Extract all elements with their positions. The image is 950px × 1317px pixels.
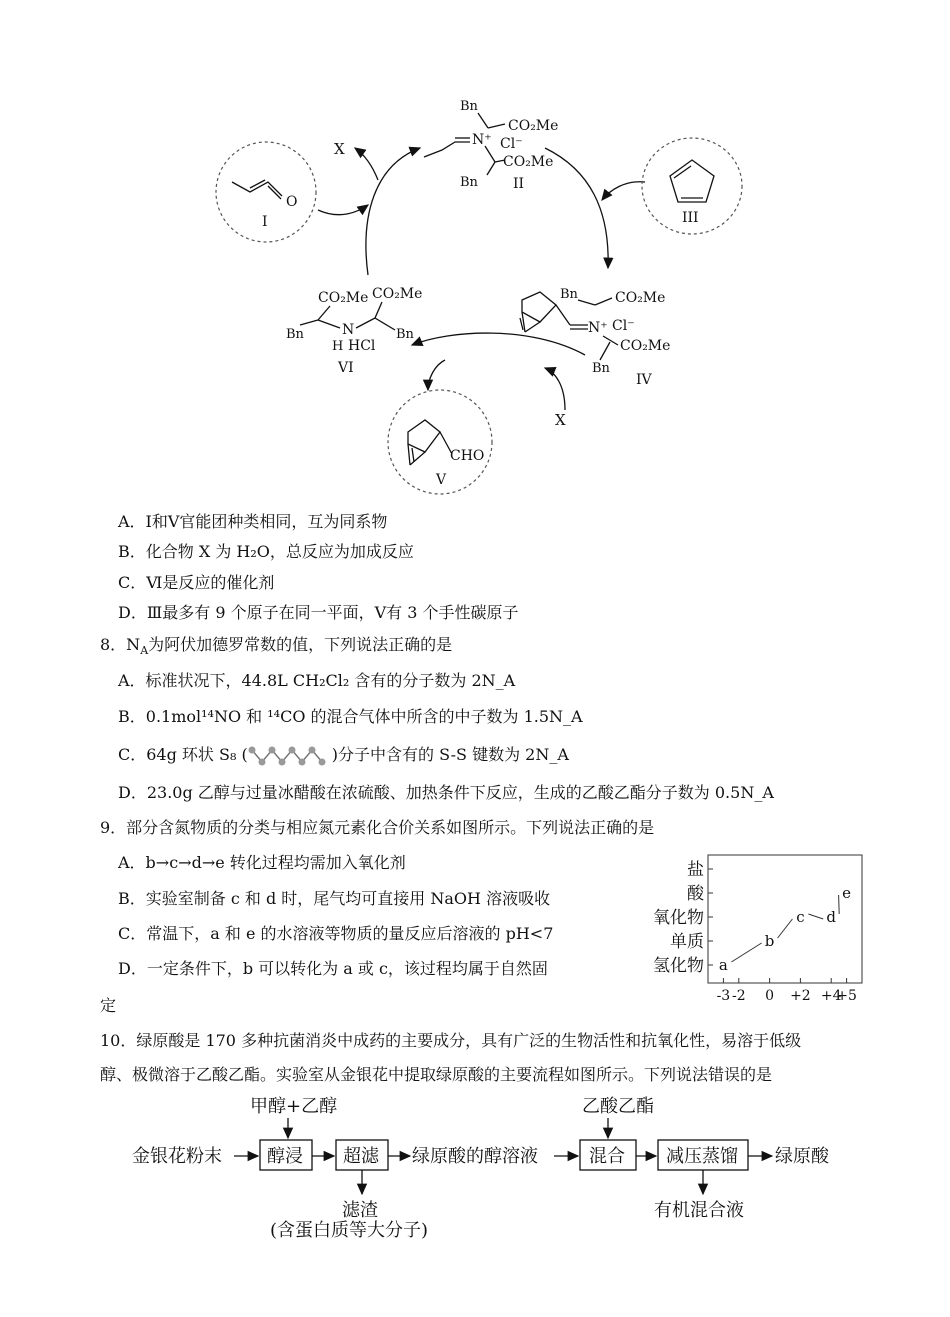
i-in-arrow: [318, 205, 368, 215]
q9-option-d-continuation: 定: [100, 996, 117, 1015]
compound-iv-co2me1: CO₂Me: [615, 290, 666, 306]
compound-vi-co2me1: CO₂Me: [318, 290, 369, 306]
flow-mid: 绿原酸的醇溶液: [412, 1146, 538, 1167]
q7-option-d: D．Ⅲ最多有 9 个原子在同一平面，Ⅴ有 3 个手性碳原子: [118, 603, 519, 622]
compound-ii-cl: Cl⁻: [500, 136, 523, 152]
q7-option-a: A．Ⅰ和Ⅴ官能团种类相同，互为同系物: [118, 512, 388, 531]
q8-option-c-pre: C．64g 环状 S₈ (: [118, 745, 248, 764]
q9-option-a: A．b→c→d→e 转化过程均需加入氧化剂: [118, 853, 406, 872]
q8-option-c-post: )分子中含有的 S-S 键数为 2N_A: [331, 745, 569, 764]
flow-step3: 混合: [589, 1146, 625, 1167]
compound-iv-bn1: Bn: [560, 287, 578, 302]
q7-option-b: B．化合物 X 为 H₂O，总反应为加成反应: [118, 542, 414, 561]
point-a: a: [718, 956, 728, 974]
q7-option-c: C．Ⅵ是反应的催化剂: [118, 573, 275, 592]
compound-iv-nplus: N⁺: [588, 320, 608, 336]
flow-byproduct: 有机混合液: [654, 1200, 744, 1221]
compound-i-label: I: [262, 214, 268, 230]
x-tick-label: 0: [765, 988, 775, 1004]
cycle-arrow-top-left: [366, 148, 420, 275]
q10-stem-line1: 10．绿原酸是 170 多种抗菌消炎中成药的主要成分，具有广泛的生物活性和抗氧化性，易溶于低级: [100, 1031, 802, 1050]
x-tick-label: +2: [790, 988, 811, 1004]
x-bottom-label: X: [555, 411, 566, 429]
q9-option-d: D．一定条件下，b 可以转化为 a 或 c，该过程均属于自然固: [118, 959, 548, 978]
compound-iv-co2me2: CO₂Me: [620, 338, 671, 354]
x-tick-label: +5: [836, 988, 857, 1004]
s8-ring-icon: [248, 746, 332, 766]
compound-ii-label: II: [513, 176, 525, 192]
x-tick-label: -3: [716, 988, 731, 1004]
x-in-arrow: [545, 368, 565, 410]
flow-step4: 减压蒸馏: [666, 1146, 738, 1167]
q8-stem: 8．$N_A$为阿伏加德罗常数的值，下列说法正确的是: [100, 635, 453, 658]
compound-iii-label: III: [682, 210, 699, 226]
compound-iv-cl: Cl⁻: [612, 318, 635, 334]
iii-in-arrow: [602, 182, 645, 200]
point-b: b: [764, 932, 775, 950]
chart-frame: [708, 855, 862, 983]
q8-option-c: [118, 742, 569, 766]
compound-ii-co2me1: CO₂Me: [508, 118, 559, 134]
point-c: c: [796, 908, 805, 926]
q9-option-c: C．常温下，a 和 e 的水溶液等物质的量反应后溶液的 pH<7: [118, 924, 554, 943]
q9-option-b: B．实验室制备 c 和 d 时，尾气均可直接用 NaOH 溶液吸收: [118, 889, 551, 908]
flow-residue: 滤渣: [342, 1200, 378, 1221]
compound-iv-label: IV: [636, 372, 652, 388]
compound-v-label: V: [436, 472, 447, 488]
flow-step1: 醇浸: [267, 1146, 303, 1167]
q9-valence-chart: [600, 845, 870, 1005]
y-tick-label: 单质: [670, 932, 704, 952]
q10-stem-line2: 醇、极微溶于乙酸乙酯。实验室从金银花中提取绿原酸的主要流程如图所示。下列说法错误的是: [100, 1065, 773, 1084]
point-e: e: [842, 884, 852, 902]
q8-stem-text: 为阿伏加德罗常数的值，下列说法正确的是: [148, 635, 453, 654]
compound-ii-nplus: N⁺: [472, 132, 492, 148]
flow-residue-note: (含蛋白质等大分子): [270, 1220, 429, 1240]
series-segment: [839, 895, 840, 914]
compound-i-o: O: [286, 194, 298, 210]
compound-vi-co2me2: CO₂Me: [372, 286, 423, 302]
reaction-cycle-scheme: [0, 0, 950, 500]
x-tick-label: -2: [731, 988, 746, 1004]
x-out-arrow: [355, 148, 378, 180]
y-tick-label: 氢化物: [653, 956, 704, 976]
flow-reagent1: 甲醇+乙醇: [250, 1096, 338, 1117]
y-tick-label: 盐: [687, 860, 704, 880]
compound-vi-bn2: Bn: [396, 327, 414, 342]
q8-option-b: B．0.1mol¹⁴NO 和 ¹⁴CO 的混合气体中所含的中子数为 1.5N_A: [118, 707, 583, 726]
compound-iv-bn2: Bn: [592, 361, 610, 376]
q8-option-a: A．标准状况下，44.8L CH₂Cl₂ 含有的分子数为 2N_A: [118, 671, 516, 690]
compound-vi-hcl: HCl: [348, 338, 376, 354]
flow-product: 绿原酸: [775, 1146, 829, 1167]
series-segment: [731, 943, 761, 962]
x-tick-label: +4: [820, 988, 842, 1004]
compound-vi-n: N: [342, 322, 355, 338]
q8-option-d: D．23.0g 乙醇与过量冰醋酸在浓硫酸、加热条件下反应，生成的乙酸乙酯分子数为 0.5N_A: [118, 783, 774, 802]
x-top-label: X: [334, 140, 345, 158]
flow-reagent2: 乙酸乙酯: [582, 1096, 654, 1117]
flow-start: 金银花粉末: [132, 1146, 222, 1167]
cycle-arrow-bottom: [412, 333, 585, 355]
compound-ii-co2me2: CO₂Me: [503, 154, 554, 170]
flow-step2: 超滤: [343, 1146, 379, 1167]
compound-ii-bn2: Bn: [460, 175, 478, 190]
series-segment: [808, 914, 823, 919]
compound-vi-bn1: Bn: [286, 327, 304, 342]
y-tick-label: 氧化物: [653, 908, 704, 928]
compound-v-cho: CHO: [450, 448, 485, 464]
y-tick-label: 酸: [687, 884, 704, 904]
q9-stem: 9．部分含氮物质的分类与相应氮元素化合价关系如图所示。下列说法正确的是: [100, 818, 655, 837]
compound-vi-label: VI: [338, 360, 354, 376]
v-out-arrow: [428, 360, 445, 390]
cycle-arrow-top-right: [545, 148, 608, 268]
compound-ii-bn1: Bn: [460, 99, 478, 114]
compound-vi-h: H: [332, 339, 344, 354]
q10-flowchart: [120, 1090, 860, 1240]
series-segment: [778, 919, 793, 938]
point-d: d: [826, 908, 837, 926]
